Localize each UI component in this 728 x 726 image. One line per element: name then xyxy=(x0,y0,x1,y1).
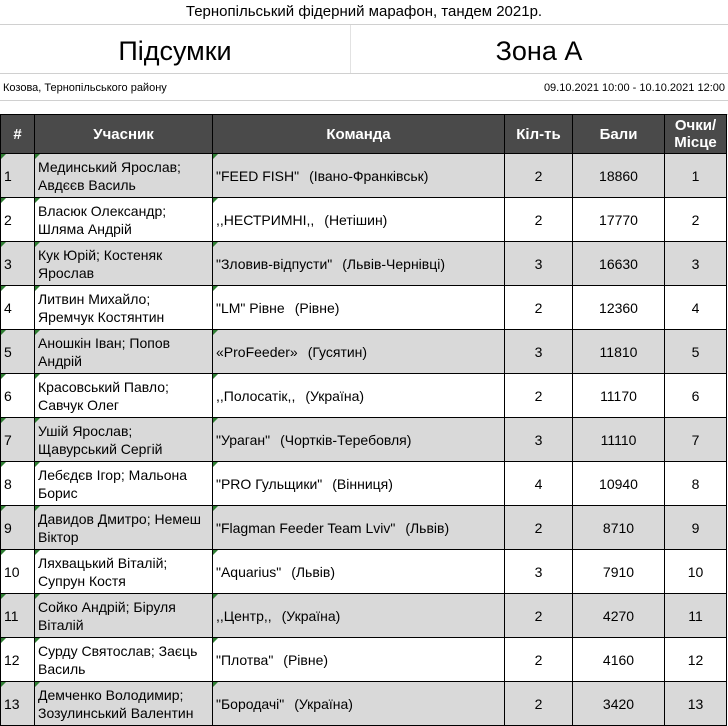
place-cell xyxy=(665,682,727,726)
participant-names: Красовський Павло; Савчук Олег xyxy=(38,378,169,413)
cell-marker-icon xyxy=(213,198,218,203)
team-city: (Чортків-Теребовля) xyxy=(280,431,412,448)
row-number: 6 xyxy=(4,387,12,404)
column-header-place: Очки/ Місце xyxy=(665,115,727,154)
place-cell xyxy=(665,374,727,418)
team-city: (Вінниця) xyxy=(332,475,393,492)
table-row xyxy=(1,462,727,506)
team-name: "LM" Рівне xyxy=(216,299,285,316)
points-value: 4160 xyxy=(602,651,635,668)
count-cell xyxy=(505,154,573,198)
participant-cell xyxy=(35,638,213,682)
cell-marker-icon xyxy=(35,374,40,379)
event-title: Тернопільський фідерний марафон, тандем 2021р. xyxy=(0,0,728,25)
participant-cell xyxy=(35,154,213,198)
cell-marker-icon xyxy=(1,550,6,555)
row-number: 10 xyxy=(4,563,20,580)
participant-cell xyxy=(35,330,213,374)
participant-cell xyxy=(35,462,213,506)
cell-marker-icon xyxy=(213,506,218,511)
cell-marker-icon xyxy=(35,550,40,555)
table-row xyxy=(1,286,727,330)
cell-marker-icon xyxy=(213,242,218,247)
spacer-row xyxy=(0,101,728,115)
row-number-cell xyxy=(1,242,35,286)
participant-names: Давидов Дмитро; Немеш Віктор xyxy=(38,510,202,545)
cell-marker-icon xyxy=(35,330,40,335)
place-value: 7 xyxy=(691,431,700,448)
count-cell xyxy=(505,462,573,506)
count-cell xyxy=(505,506,573,550)
team-city: (Львів) xyxy=(291,563,335,580)
row-number: 1 xyxy=(4,167,12,184)
points-cell xyxy=(573,330,665,374)
cell-marker-icon xyxy=(213,550,218,555)
participant-cell xyxy=(35,418,213,462)
cell-marker-icon xyxy=(213,682,218,687)
points-value: 4270 xyxy=(602,607,635,624)
team-cell xyxy=(213,330,505,374)
row-number: 13 xyxy=(4,695,20,712)
participant-names: Ушій Ярослав; Щавурський Сергій xyxy=(38,422,163,457)
table-row xyxy=(1,682,727,726)
place-value: 8 xyxy=(691,475,700,492)
place-value: 1 xyxy=(691,167,700,184)
cell-marker-icon xyxy=(213,286,218,291)
count-cell xyxy=(505,594,573,638)
cell-marker-icon xyxy=(213,330,218,335)
points-cell xyxy=(573,242,665,286)
participant-cell xyxy=(35,594,213,638)
place-value: 9 xyxy=(691,519,700,536)
heading-row xyxy=(0,25,728,74)
participant-names: Кук Юрій; Костеняк Ярослав xyxy=(38,246,163,281)
team-cell xyxy=(213,506,505,550)
team-cell xyxy=(213,682,505,726)
cell-marker-icon xyxy=(1,286,6,291)
table-row xyxy=(1,374,727,418)
table-row xyxy=(1,418,727,462)
cell-marker-icon xyxy=(35,462,40,467)
points-cell xyxy=(573,682,665,726)
team-city: (Україна) xyxy=(281,607,341,624)
team-city: (Рівне) xyxy=(283,651,329,668)
team-city: (Львів) xyxy=(405,519,450,536)
location-text: Козова, Тернопільського району xyxy=(3,82,167,94)
count-cell xyxy=(505,550,573,594)
count-value: 2 xyxy=(534,167,543,184)
participant-names: Ляхвацький Віталій; Супрун Костя xyxy=(38,554,168,589)
cell-marker-icon xyxy=(1,330,6,335)
count-value: 4 xyxy=(534,475,543,492)
row-number: 3 xyxy=(4,255,12,272)
team-cell xyxy=(213,550,505,594)
row-number-cell xyxy=(1,506,35,550)
row-number-cell xyxy=(1,374,35,418)
row-number-cell xyxy=(1,462,35,506)
points-cell xyxy=(573,374,665,418)
points-cell xyxy=(573,418,665,462)
count-cell xyxy=(505,638,573,682)
row-number-cell xyxy=(1,682,35,726)
row-number-cell xyxy=(1,418,35,462)
points-value: 16630 xyxy=(599,255,638,272)
column-header-team: Команда xyxy=(213,115,505,154)
participant-names: Лебєдєв Ігор; Мальона Борис xyxy=(38,466,188,501)
cell-marker-icon xyxy=(35,418,40,423)
place-value: 13 xyxy=(687,695,704,712)
cell-marker-icon xyxy=(35,198,40,203)
team-city: (Івано-Франківськ) xyxy=(309,167,429,184)
team-city: (Нетішин) xyxy=(324,211,388,228)
points-value: 3420 xyxy=(602,695,635,712)
cell-marker-icon xyxy=(213,594,218,599)
team-name: "Aquarius" xyxy=(216,563,282,580)
row-number-cell xyxy=(1,330,35,374)
column-header-points: Бали xyxy=(573,115,665,154)
row-number: 11 xyxy=(4,607,19,624)
table-row xyxy=(1,594,727,638)
info-row xyxy=(0,74,728,101)
results-table xyxy=(0,114,727,726)
place-value: 10 xyxy=(687,563,704,580)
count-value: 3 xyxy=(534,563,543,580)
place-cell xyxy=(665,594,727,638)
team-name: "Ураган" xyxy=(216,431,271,448)
row-number: 7 xyxy=(4,431,12,448)
place-cell xyxy=(665,462,727,506)
points-cell xyxy=(573,462,665,506)
row-number: 2 xyxy=(4,211,12,228)
table-header-row xyxy=(1,115,727,154)
participant-names: Сойко Андрій; Біруля Віталій xyxy=(38,598,176,633)
team-name: "Зловив-відпусти" xyxy=(216,255,333,272)
participant-cell xyxy=(35,374,213,418)
count-cell xyxy=(505,198,573,242)
count-value: 2 xyxy=(534,299,543,316)
row-number-cell xyxy=(1,198,35,242)
points-cell xyxy=(573,506,665,550)
count-value: 3 xyxy=(534,255,543,272)
points-cell xyxy=(573,286,665,330)
row-number: 4 xyxy=(4,299,12,316)
cell-marker-icon xyxy=(35,682,40,687)
participant-names: Демченко Володимир; Зозулинський Валентин xyxy=(38,686,194,721)
cell-marker-icon xyxy=(35,638,40,643)
count-value: 2 xyxy=(534,387,543,404)
points-value: 11110 xyxy=(600,431,637,448)
table-row xyxy=(1,242,727,286)
table-body xyxy=(1,154,727,726)
cell-marker-icon xyxy=(1,374,6,379)
team-cell xyxy=(213,594,505,638)
cell-marker-icon xyxy=(213,374,218,379)
column-header-num: # xyxy=(1,115,35,154)
points-value: 12360 xyxy=(599,299,638,316)
count-value: 2 xyxy=(534,651,543,668)
cell-marker-icon xyxy=(1,418,6,423)
participant-names: Литвин Михайло; Яремчук Костянтин xyxy=(38,290,165,325)
place-cell xyxy=(665,198,727,242)
team-city: (Львів-Чернівці) xyxy=(342,255,446,272)
cell-marker-icon xyxy=(213,154,218,159)
table-row xyxy=(1,638,727,682)
points-value: 10940 xyxy=(599,475,638,492)
participant-cell xyxy=(35,242,213,286)
points-cell xyxy=(573,198,665,242)
participant-cell xyxy=(35,506,213,550)
team-name: ,,Центр,, xyxy=(216,607,272,624)
count-value: 2 xyxy=(534,607,543,624)
place-value: 11 xyxy=(688,607,703,624)
team-name: "Бородачі" xyxy=(216,695,285,712)
place-value: 4 xyxy=(691,299,700,316)
team-cell xyxy=(213,198,505,242)
table-row xyxy=(1,506,727,550)
row-number: 9 xyxy=(4,519,12,536)
place-value: 2 xyxy=(691,211,700,228)
table-row xyxy=(1,198,727,242)
count-value: 2 xyxy=(534,695,543,712)
place-cell xyxy=(665,418,727,462)
count-cell xyxy=(505,242,573,286)
cell-marker-icon xyxy=(35,242,40,247)
team-name: ,,НЕСТРИМНІ,, xyxy=(216,211,315,228)
row-number-cell xyxy=(1,550,35,594)
points-cell xyxy=(573,594,665,638)
points-value: 17770 xyxy=(599,211,638,228)
cell-marker-icon xyxy=(213,462,218,467)
cell-marker-icon xyxy=(1,638,6,643)
place-cell xyxy=(665,638,727,682)
team-city: (Україна) xyxy=(305,387,365,404)
place-cell xyxy=(665,154,727,198)
count-value: 3 xyxy=(534,343,543,360)
cell-marker-icon xyxy=(1,506,6,511)
team-name: "FEED FISH" xyxy=(216,167,300,184)
cell-marker-icon xyxy=(213,638,218,643)
points-cell xyxy=(573,550,665,594)
column-header-participant: Учасник xyxy=(35,115,213,154)
points-cell xyxy=(573,154,665,198)
participant-cell xyxy=(35,550,213,594)
team-cell xyxy=(213,154,505,198)
row-number-cell xyxy=(1,154,35,198)
cell-marker-icon xyxy=(35,506,40,511)
team-name: ,,Полосатік,, xyxy=(216,387,296,404)
cell-marker-icon xyxy=(1,594,6,599)
place-value: 6 xyxy=(691,387,700,404)
cell-marker-icon xyxy=(213,418,218,423)
row-number-cell xyxy=(1,638,35,682)
section-title: Підсумки xyxy=(118,36,232,66)
team-cell xyxy=(213,286,505,330)
table-row xyxy=(1,154,727,198)
participant-cell xyxy=(35,682,213,726)
place-cell xyxy=(665,506,727,550)
cell-marker-icon xyxy=(1,462,6,467)
participant-names: Аношкін Іван; Попов Андрій xyxy=(38,334,171,369)
cell-marker-icon xyxy=(1,682,6,687)
points-value: 8710 xyxy=(602,519,635,536)
place-value: 5 xyxy=(691,343,700,360)
participant-names: Сурду Святослав; Заєць Василь xyxy=(38,642,198,677)
points-cell xyxy=(573,638,665,682)
count-cell xyxy=(505,682,573,726)
table-row xyxy=(1,330,727,374)
count-cell xyxy=(505,374,573,418)
place-cell xyxy=(665,550,727,594)
count-value: 2 xyxy=(534,519,543,536)
cell-marker-icon xyxy=(35,594,40,599)
points-value: 11170 xyxy=(600,387,637,404)
team-cell xyxy=(213,374,505,418)
count-value: 3 xyxy=(534,431,543,448)
team-name: "Плотва" xyxy=(216,651,274,668)
place-value: 12 xyxy=(687,651,704,668)
count-value: 2 xyxy=(534,211,543,228)
count-cell xyxy=(505,286,573,330)
participant-cell xyxy=(35,198,213,242)
count-cell xyxy=(505,418,573,462)
team-name: "PRO Гульщики" xyxy=(216,475,323,492)
column-header-count: Кіл-ть xyxy=(505,115,573,154)
count-cell xyxy=(505,330,573,374)
place-cell xyxy=(665,242,727,286)
team-cell xyxy=(213,418,505,462)
table-row xyxy=(1,550,727,594)
zone-title: Зона А xyxy=(495,36,583,66)
row-number-cell xyxy=(1,286,35,330)
cell-marker-icon xyxy=(35,286,40,291)
row-number-cell xyxy=(1,594,35,638)
row-number: 5 xyxy=(4,343,12,360)
team-name: "Flagman Feeder Team Lviv" xyxy=(216,519,396,536)
place-cell xyxy=(665,286,727,330)
team-name: «ProFeeder» xyxy=(216,343,298,360)
cell-marker-icon xyxy=(1,242,6,247)
place-cell xyxy=(665,330,727,374)
dates-text: 09.10.2021 10:00 - 10.10.2021 12:00 xyxy=(543,82,725,94)
points-value: 11810 xyxy=(599,343,638,360)
points-value: 7910 xyxy=(602,563,635,580)
row-number: 8 xyxy=(4,475,12,492)
team-cell xyxy=(213,462,505,506)
cell-marker-icon xyxy=(1,154,6,159)
participant-cell xyxy=(35,286,213,330)
cell-marker-icon xyxy=(1,198,6,203)
row-number: 12 xyxy=(4,651,20,668)
team-city: (Гусятин) xyxy=(307,343,368,360)
team-cell xyxy=(213,638,505,682)
place-value: 3 xyxy=(691,255,700,272)
team-city: (Україна) xyxy=(294,695,353,712)
participant-names: Власюк Олександр; Шляма Андрій xyxy=(38,202,167,237)
cell-marker-icon xyxy=(35,154,40,159)
team-cell xyxy=(213,242,505,286)
points-value: 18860 xyxy=(599,167,638,184)
participant-names: Мединський Ярослав; Авдєєв Василь xyxy=(38,158,181,193)
team-city: (Рівне) xyxy=(294,299,340,316)
